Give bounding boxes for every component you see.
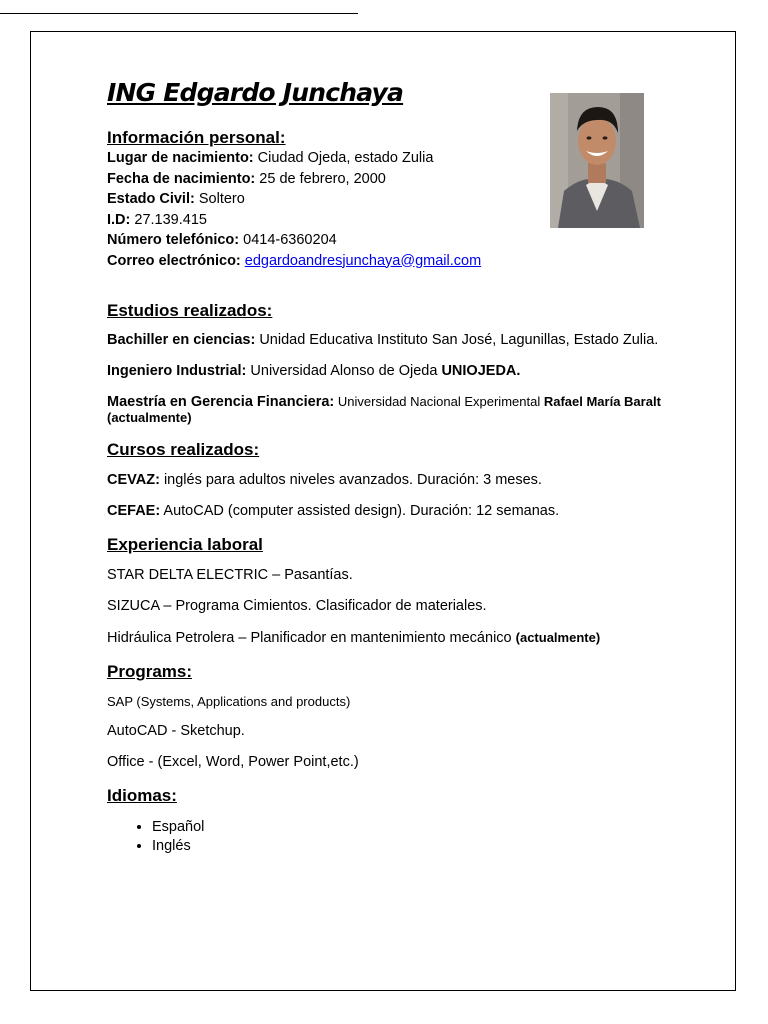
- birthdate-value: 25 de febrero, 2000: [259, 170, 386, 187]
- study-item: [107, 332, 667, 349]
- phone-label: Número telefónico:: [107, 232, 240, 248]
- civil-status-row: [107, 189, 667, 210]
- study-item: [107, 363, 667, 380]
- cv-name-heading: ING Edgardo Junchaya: [107, 78, 404, 107]
- experience-item: SIZUCA – Programa Cimientos. Clasificador de materiales.: [107, 598, 487, 614]
- experience-item-current: [107, 629, 667, 647]
- current-job-note: (actualmente): [515, 630, 601, 645]
- id-label: I.D:: [107, 211, 131, 228]
- language-item: • Inglés: [152, 837, 667, 856]
- programs-title: Programs:: [107, 662, 193, 681]
- birthplace-label: Lugar de nacimiento:: [107, 150, 254, 166]
- study-institution: Universidad Nacional Experimental: [337, 394, 541, 409]
- studies-title: Estudios realizados:: [107, 301, 273, 320]
- experience-item-text: Hidráulica Petrolera – Planificador en mantenimiento mecánico: [107, 630, 512, 646]
- languages-list: [107, 818, 667, 856]
- program-item: AutoCAD - Sketchup.: [107, 723, 245, 739]
- study-item: [107, 394, 667, 426]
- study-degree-label: Ingeniero Industrial:: [107, 363, 247, 379]
- study-degree-label: Bachiller en ciencias:: [107, 332, 256, 348]
- birthplace-value: Ciudad Ojeda, estado Zulia: [257, 150, 434, 166]
- id-value: 27.139.415: [134, 211, 207, 228]
- id-row: [107, 210, 667, 231]
- language-item: • Español: [152, 818, 667, 837]
- course-item: [107, 472, 667, 489]
- courses-title: Cursos realizados:: [107, 440, 260, 459]
- cv-content: [107, 76, 667, 856]
- birthplace-row: [107, 148, 667, 169]
- languages-title: Idiomas:: [107, 786, 177, 805]
- civil-status-label: Estado Civil:: [107, 191, 195, 207]
- civil-status-value: Soltero: [198, 191, 245, 207]
- course-item: [107, 503, 667, 520]
- personal-info-title: Información personal:: [107, 128, 286, 147]
- study-institution: Universidad Alonso de Ojeda: [250, 363, 438, 379]
- phone-row: [107, 230, 667, 251]
- birthdate-label: Fecha de nacimiento:: [107, 170, 256, 187]
- email-link[interactable]: edgardoandresjunchaya@gmail.com: [244, 252, 482, 269]
- experience-title: Experiencia laboral: [107, 535, 263, 554]
- top-border-line: [0, 13, 358, 14]
- email-row: [107, 251, 667, 272]
- course-description: AutoCAD (computer assisted design). Duración: 12 semanas.: [163, 503, 560, 519]
- study-institution: Unidad Educativa Instituto San José, Lagunillas, Estado Zulia.: [259, 332, 659, 348]
- phone-value: 0414-6360204: [243, 232, 337, 248]
- study-institution-name: Rafael María Baralt (actualmente): [107, 394, 661, 425]
- program-item: Office - (Excel, Word, Power Point,etc.): [107, 754, 359, 770]
- email-label: Correo electrónico:: [107, 252, 241, 269]
- course-description: inglés para adultos niveles avanzados. Duración: 3 meses.: [163, 472, 542, 488]
- course-provider: CEFAE:: [107, 503, 161, 519]
- study-degree-label: Maestría en Gerencia Financiera:: [107, 394, 335, 410]
- cv-page: [30, 31, 736, 991]
- experience-item: STAR DELTA ELECTRIC – Pasantías.: [107, 567, 353, 583]
- course-provider: CEVAZ:: [107, 472, 160, 488]
- program-item: SAP (Systems, Applications and products): [107, 694, 351, 709]
- birthdate-row: [107, 169, 667, 190]
- study-institution-acronym: UNIOJEDA.: [441, 363, 521, 379]
